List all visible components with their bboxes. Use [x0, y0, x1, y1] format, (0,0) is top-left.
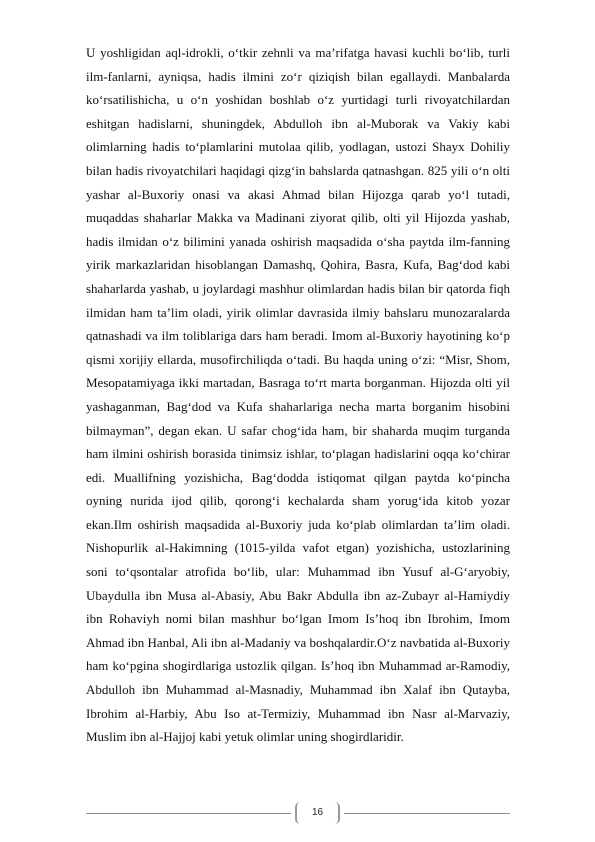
- page-number: 16: [295, 802, 340, 824]
- footer-divider-right: [344, 813, 510, 814]
- body-paragraph: U yoshligidan aql-idrokli, oʻtkir zehnli va maʼrifatga havasi kuchli boʻlib, turli ilm-fanlarni, ayniqsa, hadis ilmini zoʻr qiziqish bilan egallaydi. Manbalarda koʻrsatilishicha, u oʻn yoshidan boshlab oʻz yurtidagi turli rivoyatchilardan eshitgan hadislarni, shuningdek, Abdulloh ibn al-Muborak va Vakiy kabi olimlarning hadis toʻplamlarini mutolaa qilib, yodlagan, ustozi Shayx Dohiliy bilan hadis rivoyatchilari haqidagi qizgʻin bahslarda qatnashgan. 825 yili oʻn olti yashar al-Buxoriy onasi va akasi Ahmad bilan Hijozga qarab yoʻl tutadi, muqaddas shaharlar Makka va Madinani ziyorat qilib, olti yil Hijozda yashab, hadis ilmidan oʻz bilimini yanada oshirish maqsadida oʻsha paytda ilm-fanning yirik markazlaridan hisoblangan Damashq, Qohira, Basra, Kufa, Bagʻdod kabi shaharlarda yashab, u joylardagi mashhur olimlardan hadis bilan bir qatorda fiqh ilmidan ham taʼlim oladi, yirik olimlar davrasida ilmiy bahslaru munozaralarda qatnashadi va ilm toliblariga dars ham beradi. Imom al-Buxoriy hayotining koʻp qismi xorijiy ellarda, musofirchiliqda oʻtadi. Bu haqda uning oʻzi: “Misr, Shom, Mesopatamiyaga ikki martadan, Basraga toʻrt marta borganman. Hijozda olti yil yashaganman, Bagʻdod va Kufa shaharlariga necha marta borganim hisobini bilmayman”, degan ekan. U safar chogʻida ham, bir shaharda muqim turganda ham ilmini oshirish borasida tinimsiz ishlar, toʻplagan hadislarini oqqa koʻchirar edi. Muallifning yozishicha, Bagʻdodda istiqomat qilgan paytda koʻpincha oyning nurida ijod qilib, qorongʻi kechalarda sham yorugʻida kitob yozar ekan.Ilm oshirish maqsadida al-Buxoriy juda koʻplab olimlardan taʼlim oladi. Nishopurlik al-Hakimning (1015-yilda vafot etgan) yozishicha, ustozlarining soni toʻqsontalar atrofida boʻlib, ular: Muhammad ibn Yusuf al-Gʻaryobiy, Ubaydulla ibn Musa al-Abasiy, Abu Bakr Abdulla ibn az-Zubayr al-Hamiydiy ibn Rohaviyh nomi bilan mashhur boʻlgan Imom Isʼhoq ibn Ibrohim, Imom Ahmad ibn Hanbal, Ali ibn al-Madaniy va boshqalardir.Oʻz navbatida al-Buxoriy ham koʻpgina shogirdlariga ustozlik qilgan. Isʼhoq ibn Muhammad ar-Ramodiy, Abdulloh ibn Muhammad al-Masnadiy, Muhammad ibn Xalaf ibn Qutayba, Ibrohim al-Harbiy, Abu Iso at-Termiziy, Muhammad ibn Nasr al-Marvaziy, Muslim ibn al-Hajjoj kabi yetuk olimlar uning shogirdlaridir.: [86, 45, 510, 745]
- footer-divider-left: [86, 813, 291, 814]
- page-footer: [86, 802, 510, 826]
